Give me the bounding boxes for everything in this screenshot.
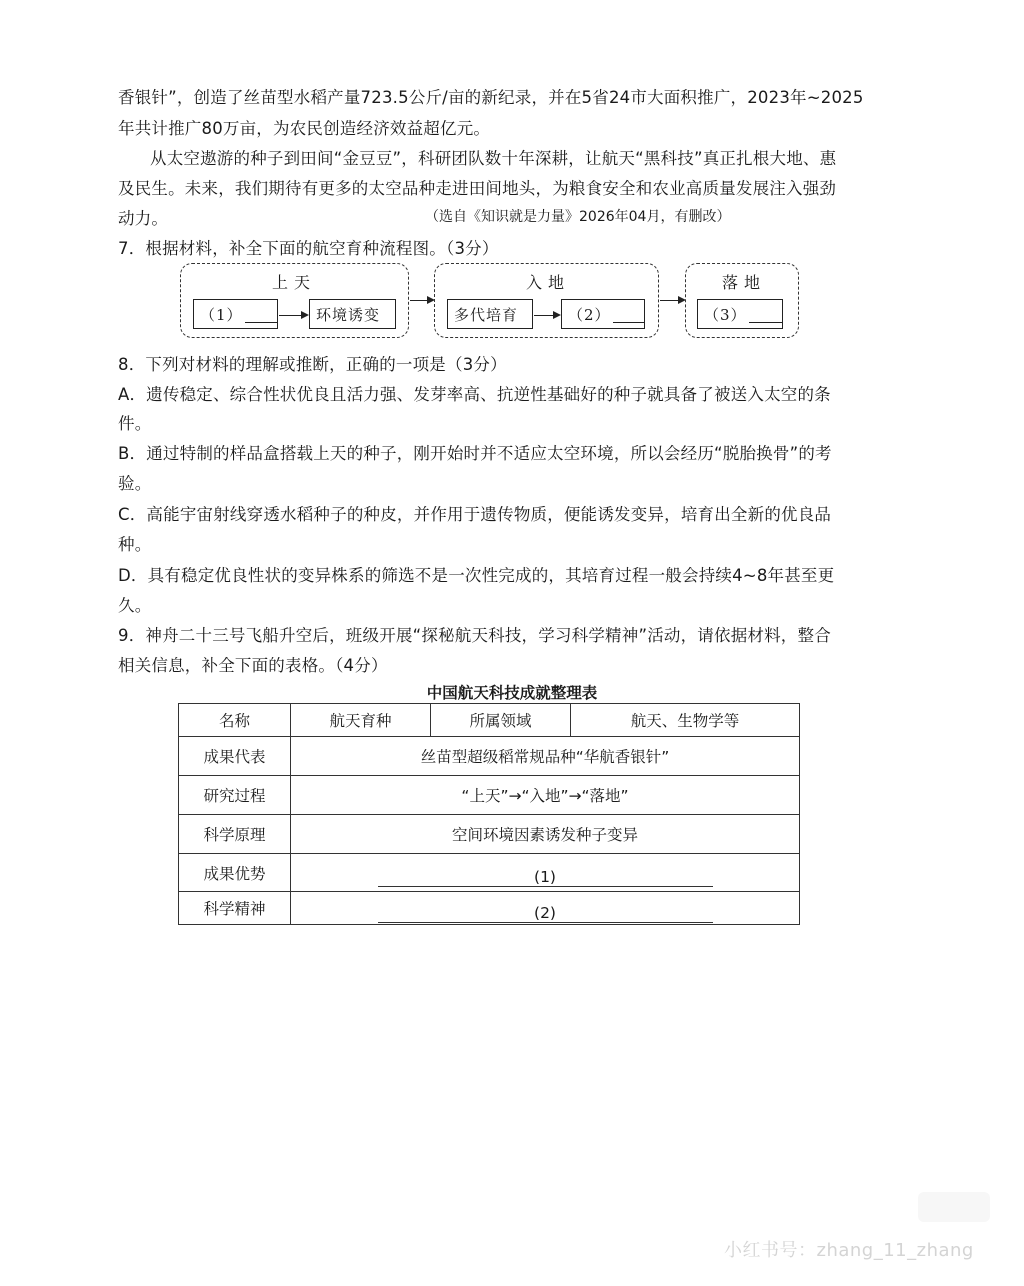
answer-line [613, 306, 644, 323]
passage-line: 年共计推广80万亩，为农民创造经济效益超亿元。 [118, 119, 491, 138]
table-header-cell: 科学原理 [179, 815, 291, 854]
table-header-cell: 成果代表 [179, 737, 291, 776]
table-row [179, 776, 800, 815]
question-8: 8．下列对材料的理解或推断，正确的一项是（3分） [118, 355, 507, 374]
table-header-cell: 科学精神 [179, 892, 291, 925]
table-row [179, 737, 800, 776]
blank-label: （1） [200, 305, 243, 324]
table-cell: 丝苗型超级稻常规品种“华航香银针” [291, 737, 800, 776]
table-cell: 航天、生物学等 [571, 704, 800, 737]
option-b: B．通过特制的样品盒搭载上天的种子，刚开始时并不适应太空环境，所以会经历“脱胎换骨”的考 [118, 444, 832, 463]
flow-blank-2[interactable] [561, 299, 645, 329]
flow-box-breeding: 多代培育 [447, 299, 533, 329]
flow-blank-3[interactable] [697, 299, 783, 329]
blank-label: （2） [568, 305, 611, 324]
arrow-icon [660, 300, 684, 301]
flow-stage-2-title: 入地 [526, 273, 571, 292]
blank-label: （3） [704, 305, 747, 324]
flow-blank-1[interactable] [193, 299, 278, 329]
achievement-table [178, 703, 800, 925]
table-header-cell: 所属领域 [431, 704, 571, 737]
table-row [179, 854, 800, 892]
question-9-cont: 相关信息，补全下面的表格。（4分） [118, 656, 388, 675]
watermark-badge [918, 1192, 990, 1222]
option-c-cont: 种。 [118, 535, 152, 554]
table-title: 中国航天科技成就整理表 [426, 684, 598, 702]
flow-stage-3-title: 落地 [722, 273, 767, 292]
passage-line: 从太空遨游的种子到田间“金豆豆”，科研团队数十年深耕，让航天“黑科技”真正扎根大地、惠 [150, 149, 837, 168]
option-c: C．高能宇宙射线穿透水稻种子的种皮，并作用于遗传物质，便能诱发变异，培育出全新的优良品 [118, 505, 832, 524]
answer-blank-2[interactable]: (2) [378, 904, 713, 923]
question-7: 7．根据材料，补全下面的航空育种流程图。（3分） [118, 239, 499, 258]
option-a-cont: 件。 [118, 414, 152, 433]
passage-line: 香银针”，创造了丝苗型水稻产量723.5公斤/亩的新纪录，并在5省24市大面积推广，2023年~2025 [118, 88, 864, 107]
table-row [179, 704, 800, 737]
table-row [179, 815, 800, 854]
answer-line [749, 306, 782, 323]
table-header-cell: 成果优势 [179, 854, 291, 892]
answer-cell-2[interactable] [291, 892, 800, 925]
option-d-cont: 久。 [118, 596, 152, 615]
table-cell: 航天育种 [291, 704, 431, 737]
arrow-icon [534, 315, 559, 316]
arrow-icon [279, 315, 307, 316]
table-header-cell: 名称 [179, 704, 291, 737]
table-header-cell: 研究过程 [179, 776, 291, 815]
table-cell: 空间环境因素诱发种子变异 [291, 815, 800, 854]
table-row [179, 892, 800, 925]
answer-line [245, 306, 277, 323]
answer-blank-1[interactable]: (1) [378, 868, 713, 887]
flow-stage-1-title: 上天 [272, 273, 317, 292]
arrow-icon [410, 300, 433, 301]
source-citation: （选自《知识就是力量》2026年04月，有删改） [425, 209, 731, 225]
option-a: A．遗传稳定、综合性状优良且活力强、发芽率高、抗逆性基础好的种子就具备了被送入太空的条 [118, 385, 831, 404]
question-9: 9．神舟二十三号飞船升空后，班级开展“探秘航天科技，学习科学精神”活动，请依据材料，整合 [118, 626, 831, 645]
watermark-text: 小红书号：zhang_11_zhang [724, 1240, 974, 1261]
option-b-cont: 验。 [118, 474, 152, 493]
passage-line: 及民生。未来，我们期待有更多的太空品种走进田间地头，为粮食安全和农业高质量发展注入强劲 [118, 179, 837, 198]
passage-line: 动力。 [118, 209, 169, 228]
table-cell: “上天”→“入地”→“落地” [291, 776, 800, 815]
flow-box-environment: 环境诱变 [309, 299, 396, 329]
option-d: D．具有稳定优良性状的变异株系的筛选不是一次性完成的，其培育过程一般会持续4~8年甚至更 [118, 566, 835, 585]
answer-cell-1[interactable] [291, 854, 800, 892]
